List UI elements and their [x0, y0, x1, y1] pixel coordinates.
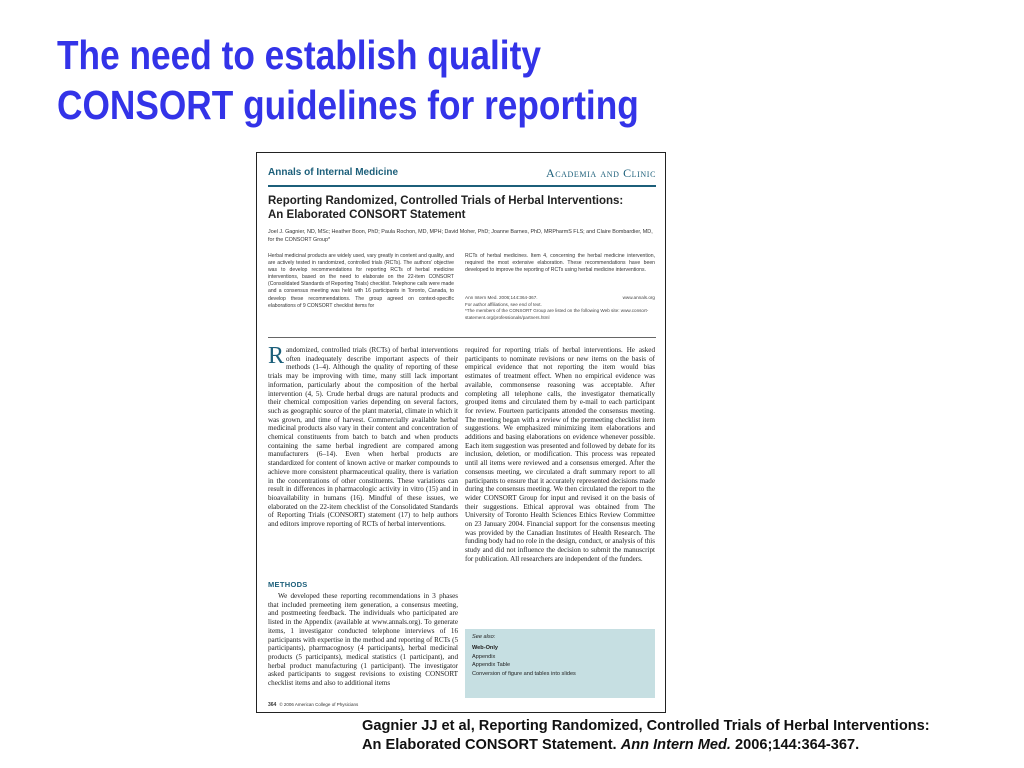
- reference-line-1: Gagnier JJ et al, Reporting Randomized, Controlled Trials of Herbal Interventions:: [362, 718, 930, 734]
- see-also-title: See also:: [472, 634, 496, 640]
- see-also-box: [465, 629, 655, 698]
- see-also-item: Appendix Table: [472, 662, 511, 669]
- article-title-line-1: Reporting Randomized, Controlled Trials of Herbal Interventions:: [268, 195, 624, 207]
- drop-cap: R: [268, 343, 285, 369]
- abstract-right: RCTs of herbal medicines. Item 4, concerning the herbal medicine intervention, required the most extensive elaboration. These recommendations have been developed to improve the reporting of RCTs using herbal medicine interventions.: [465, 253, 655, 274]
- journal-header: [268, 167, 656, 187]
- article-title: [268, 194, 658, 222]
- body-right-column: required for reporting trials of herbal interventions. He asked participants to nominate revisions or new items on the basis of empirical evidence that not reporting the item would bias estimates of treatment effect. When no empirical evidence was available, commonsense reasoning was acceptable. After completing all telephone calls, the investigator thematically grouped items and circulated them by e-mail to each participant for review. Fourteen participants attended the consensus meeting. The meeting began with a review of the premeeting checklist item suggestions. We emphasized minimizing item elaborations and additions and basing elaborations on evidence whenever possible. Each item suggestion was presented and followed by debate for its inclusion, deletion, or modification. This process was repeated until all items were reviewed and a consensus emerged. After the consensus meeting, we circulated a draft summary report to all participants to ensure that it accurately represented decisions made during the consensus meeting. We then circulated the report to the wider CONSORT Group for input and revised it on the basis of their suggestions. Ethical approval was obtained from The University of Toronto Health Sciences Ethics Review Committee on 23 January 2004. Financial support for the consensus meeting was provided by the Canadian Institutes of Health Research. The funding body had no role in the design, conduct, or analysis of this study and did not influence the decision to submit the manuscript for publication. All researchers are independent of the funders.: [465, 346, 655, 563]
- members-note: *The members of the CONSORT Group are listed on the following Web site: www.consort-statement.org/professionals/partners.html: [465, 308, 649, 320]
- see-also-item: Appendix: [472, 653, 496, 660]
- citation-block: [465, 295, 655, 321]
- slide-title: [57, 30, 639, 130]
- body-left-column: [268, 343, 458, 529]
- section-name: Academia and Clinic: [545, 166, 656, 180]
- copyright: © 2006 American College of Physicians: [279, 702, 359, 707]
- methods-text: We developed these reporting recommendations in 3 phases that included premeeting item generation, a consensus meeting, and postmeeting feedback. The individuals who participated are listed in the Appendix (available at www.annals.org). To generate items, 1 investigator conducted telephone interviews of 16 participants with expertise in the method and reporting of RCTs (5 participants), pharmacognosy (4 participants), herbal medicinal products (5 participants), medical statistics (1 participant), and herbal product manufacturing (1 participant). The investigator asked participants to suggest revisions to existing CONSORT checklist items and also to additional items: [268, 592, 458, 688]
- citation-url: www.annals.org: [622, 295, 655, 300]
- reference-line-2a: An Elaborated CONSORT Statement.: [362, 737, 617, 753]
- citation: Ann Intern Med. 2006;144:364-367.: [465, 295, 538, 300]
- see-also-item: Conversion of figure and tables into slides: [472, 670, 576, 677]
- body-left-text: andomized, controlled trials (RCTs) of herbal interventions often inadequately describe important aspects of their methods (1–4). Although the quality of reporting of these trials may be improving with time, many still lack important information, particularly about the composition of the herbal intervention (4, 5). Crude herbal drugs are natural products and their chemical composition varies depending on several factors, such as geographic source of the plant material, climate in which it was grown, and time of harvest. Commercially available herbal medicinal products also vary in their content and concentration of chemical constituents from batch to batch and when products containing the same herbal ingredient are compared among manufacturers (6–14). Even when herbal products are standardized for content of known active or marker compounds to achieve more consistent pharmaceutical quality, there is variation in the concentrations of other constituents. These variations can result in differences in pharmacologic activity in vitro (15) and in bioavailability in humans (16). Mindful of these issues, we elaborated on the 22-item checklist of the Consolidated Standards of Reporting Trials (CONSORT) statement (17) to help authors and editors improve reporting of RCTs of herbal interventions.: [268, 346, 458, 529]
- abstract-left: Herbal medicinal products are widely used, vary greatly in content and quality, and are actively tested in randomized, controlled trials (RCTs). The authors' objective was to develop recommendations for reporting RCTs of herbal medicine interventions, based on the need to elaborate on the 22-item CONSORT (Consolidated Standards of Reporting Trials) checklist. Telephone calls were made and a consensus meeting was held with 16 participants in Toronto, Canada, to develop these recommendations. The group agreed on context-specific elaborations of 9 CONSORT checklist items for: [268, 253, 454, 309]
- article-title-line-2: An Elaborated CONSORT Statement: [268, 209, 466, 221]
- reference-journal: Ann Intern Med.: [620, 737, 731, 753]
- reference-line-2b: 2006;144:364-367.: [735, 737, 860, 753]
- reference-caption: [362, 717, 1012, 755]
- page-footer: [268, 702, 458, 708]
- methods-heading: METHODS: [268, 580, 308, 589]
- article-authors: Joel J. Gagnier, ND, MSc; Heather Boon, PhD; Paula Rochon, MD, MPH; David Moher, PhD; Joanne Barnes, PhD, MRPharmS FLS; and Claire Bombardier, MD, for the CONSORT Group*: [268, 229, 653, 243]
- journal-name: Annals of Internal Medicine: [268, 167, 399, 178]
- slide-title-line-2: CONSORT guidelines for reporting: [57, 82, 639, 128]
- citation-note: For author affiliations, see end of text.: [465, 301, 542, 307]
- divider: [268, 337, 656, 338]
- see-also-subtitle: Web-Only: [472, 645, 499, 652]
- page-number: 364: [268, 702, 277, 708]
- slide-title-line-1: The need to establish quality: [57, 32, 541, 78]
- article-page-image: [256, 152, 666, 713]
